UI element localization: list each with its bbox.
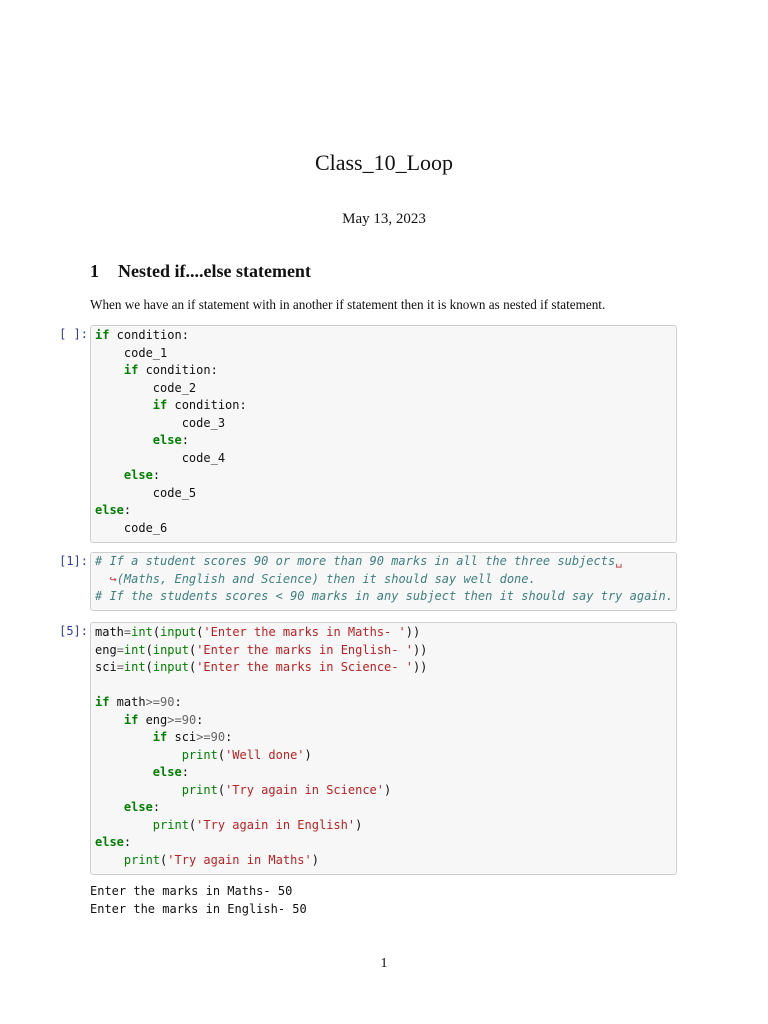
code-line	[95, 327, 672, 345]
code-line	[95, 677, 672, 695]
code-token: )	[304, 747, 312, 762]
code-token: code_3	[95, 415, 226, 430]
code-token: (	[188, 817, 197, 832]
code-line	[95, 782, 672, 800]
code-line	[95, 415, 672, 433]
code-line	[95, 520, 672, 538]
code-token: :	[174, 695, 182, 709]
code-line	[95, 432, 672, 450]
code-token: 'Enter the marks in Maths- '	[203, 625, 406, 639]
code-token: (	[217, 782, 226, 797]
code-token	[95, 713, 124, 727]
code-token: int	[123, 642, 146, 657]
code-cell[interactable]	[90, 325, 677, 543]
output-line: Enter the marks in Maths- 50	[90, 884, 293, 898]
code-line	[95, 834, 672, 852]
code-token	[95, 398, 153, 412]
code-token	[95, 363, 124, 377]
code-line	[95, 764, 672, 782]
code-line	[95, 642, 672, 660]
code-line	[95, 485, 672, 503]
intro-paragraph: When we have an if statement with in another if statement then it is known as nested if statement.	[90, 297, 606, 312]
code-token: code_4	[95, 450, 226, 465]
code-token: ␣	[615, 554, 623, 568]
code-token: >=	[145, 695, 161, 709]
code-token: if	[123, 363, 139, 377]
code-token: 'Try again in Maths'	[167, 852, 312, 867]
code-token: int	[123, 660, 146, 674]
code-token: math	[109, 695, 146, 709]
cell-prompt: [ ]:	[59, 327, 88, 341]
code-token: code_2	[95, 380, 197, 395]
code-token: eng	[95, 642, 117, 657]
code-token	[95, 433, 153, 447]
code-token: if	[95, 328, 110, 342]
code-token: :	[181, 433, 189, 447]
code-token: ))	[412, 660, 428, 674]
code-block[interactable]	[91, 623, 676, 869]
code-line	[95, 467, 672, 485]
code-token: ))	[405, 625, 421, 639]
code-token: # If a student scores 90 or more than 90 marks in all the three subjects	[95, 554, 616, 568]
document-date: May 13, 2023	[342, 211, 426, 227]
code-token: input	[160, 625, 197, 639]
code-line	[95, 571, 672, 589]
code-token: (	[188, 642, 197, 657]
code-token: 'Enter the marks in English- '	[196, 642, 413, 657]
output-line: Enter the marks in English- 50	[90, 902, 307, 916]
code-token: print	[123, 852, 161, 867]
code-token: =	[123, 625, 132, 639]
code-token: 90	[210, 730, 226, 744]
code-cell[interactable]	[90, 622, 677, 875]
code-token	[95, 748, 182, 762]
code-token: else	[95, 503, 124, 517]
code-line	[95, 345, 672, 363]
code-token: >=	[167, 712, 182, 727]
code-token: )	[311, 852, 319, 867]
code-line	[95, 799, 672, 817]
code-line	[95, 553, 672, 571]
code-token: condition:	[167, 398, 247, 412]
code-token: :	[123, 503, 132, 517]
code-token: (	[145, 642, 153, 657]
code-token: if	[152, 398, 168, 412]
code-token: ))	[412, 642, 428, 657]
cell-prompt: [5]:	[59, 624, 88, 638]
code-token: condition:	[109, 328, 189, 342]
code-line	[95, 817, 672, 835]
code-line	[95, 852, 672, 870]
code-token: 'Enter the marks in Science- '	[196, 660, 413, 674]
code-token: input	[152, 660, 189, 674]
code-token: )	[384, 782, 392, 797]
code-token: print	[152, 817, 189, 832]
code-line	[95, 694, 672, 712]
code-line	[95, 588, 672, 606]
code-line	[95, 502, 672, 520]
code-token: math	[95, 625, 124, 639]
code-token	[95, 800, 124, 814]
code-token	[95, 853, 124, 867]
section-title: Nested if....else statement	[118, 261, 311, 281]
code-token: 'Try again in Science'	[225, 782, 385, 797]
code-token	[95, 783, 182, 797]
code-token: else	[152, 433, 182, 447]
code-token: (Maths, English and Science) then it should say well done.	[116, 571, 536, 586]
code-token: condition:	[138, 363, 218, 377]
code-line	[95, 659, 672, 677]
code-token: if	[123, 712, 139, 727]
code-token: eng	[138, 712, 168, 727]
code-line	[95, 397, 672, 415]
code-token: code_6	[95, 520, 168, 535]
code-cell[interactable]	[90, 552, 677, 611]
code-token: input	[152, 642, 189, 657]
code-token: int	[131, 625, 153, 639]
code-token: 90	[160, 695, 175, 709]
code-token: 'Well done'	[225, 747, 305, 762]
code-token	[95, 730, 153, 744]
code-token: :	[196, 712, 204, 727]
code-token: else	[123, 468, 153, 482]
code-token: (	[217, 747, 226, 762]
code-token: =	[116, 642, 124, 657]
code-token: print	[181, 782, 218, 797]
code-token: >=	[196, 730, 211, 744]
code-token: )	[355, 817, 363, 832]
section-heading	[90, 261, 311, 282]
code-line	[95, 362, 672, 380]
code-line	[95, 729, 672, 747]
code-token: (	[160, 852, 168, 867]
code-line	[95, 624, 672, 642]
code-token: else	[95, 835, 124, 849]
code-token: 'Try again in English'	[196, 817, 356, 832]
code-token: :	[123, 835, 132, 849]
code-block[interactable]	[91, 553, 676, 606]
code-token: (	[145, 660, 153, 674]
code-token: :	[225, 730, 233, 744]
code-line	[95, 380, 672, 398]
section-number: 1	[90, 261, 99, 281]
code-token: else	[123, 800, 153, 814]
code-token: :	[152, 800, 161, 814]
code-token: (	[152, 625, 161, 639]
code-token: 90	[181, 712, 197, 727]
code-token: if	[95, 695, 110, 709]
code-token: :	[152, 468, 161, 482]
code-line	[95, 712, 672, 730]
code-token: print	[181, 747, 218, 762]
code-token: sci	[95, 660, 117, 674]
code-token: else	[152, 765, 182, 779]
code-token: :	[181, 765, 189, 779]
code-token: code_1	[95, 345, 168, 360]
code-block[interactable]	[91, 326, 676, 537]
code-token	[95, 818, 153, 832]
code-line	[95, 747, 672, 765]
code-token: if	[152, 730, 168, 744]
code-line	[95, 450, 672, 468]
cell-output	[90, 882, 307, 918]
code-token	[95, 468, 124, 482]
code-token: # If the students scores < 90 marks in any subject then it should say try again.	[95, 589, 673, 603]
cell-prompt: [1]:	[59, 554, 88, 568]
code-token: sci	[167, 730, 197, 744]
code-token: code_5	[95, 485, 197, 500]
code-token: (	[188, 660, 197, 674]
code-token: ↪	[95, 571, 117, 586]
document-title: Class_10_Loop	[314, 150, 454, 175]
code-token: (	[196, 625, 204, 639]
code-token: =	[116, 660, 124, 674]
code-token	[95, 765, 153, 779]
page-number: 1	[380, 956, 388, 971]
